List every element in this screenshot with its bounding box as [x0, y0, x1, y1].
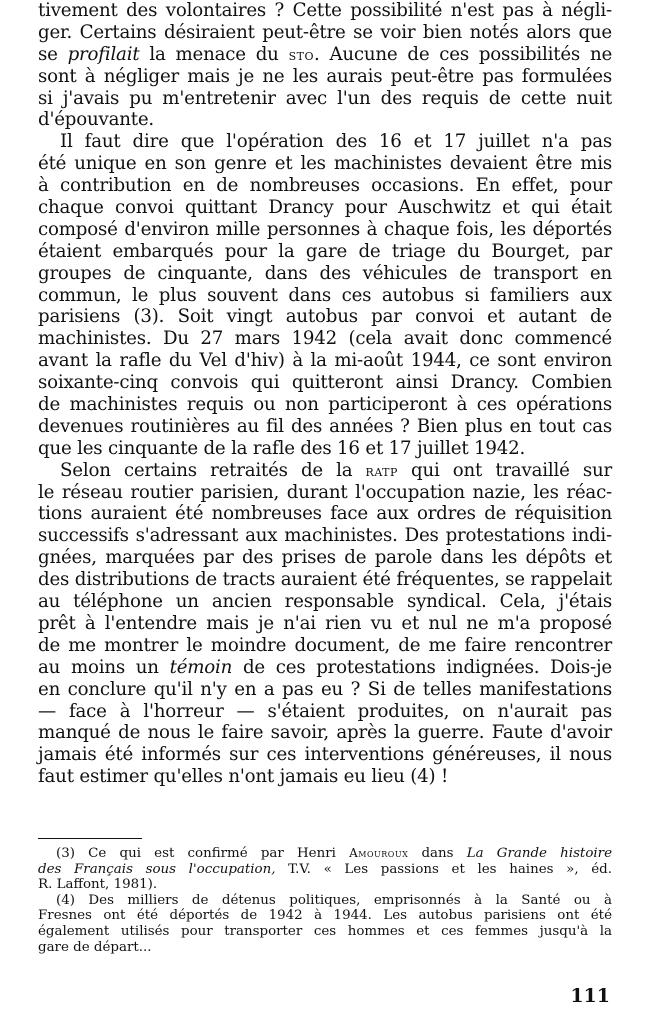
text-segment: T.V. « Les passions et les haines », éd.: [275, 861, 612, 877]
body-line: commun, le plus souvent dans ces autobus si familiers aux: [38, 284, 612, 306]
body-line: en conclure qu'il n'y en a pas eu ? Si de telles manifestations: [38, 678, 612, 700]
body-line: étaient embarqués pour la gare de triage du Bourget, par: [38, 240, 612, 262]
body-line: de me montrer le moindre document, de me faire rencontrer: [38, 634, 612, 656]
footnote-line: Fresnes ont été déportés de 1942 à 1944. Les autobus parisiens ont été: [38, 908, 612, 924]
body-line: [38, 460, 612, 482]
body-text: [38, 0, 612, 788]
body-line: [38, 44, 612, 66]
body-line: composé d'environ mille personnes à chaque fois, les déportés: [38, 218, 612, 240]
body-line: devenues routinières au fil des années ? Bien plus en tout cas: [38, 415, 612, 437]
text-segment: sto: [288, 44, 314, 64]
body-line: ger. Certains désiraient peut-être se voir bien notés alors que: [38, 21, 612, 43]
text-segment: ratp: [365, 460, 398, 480]
body-line: machinistes. Du 27 mars 1942 (cela avait donc commencé: [38, 328, 612, 350]
body-line: le réseau routier parisien, durant l'occupation nazie, les réac-: [38, 481, 612, 503]
body-line: prêt à l'entendre mais je n'ai rien vu et nul ne m'a proposé: [38, 612, 612, 634]
text-segment: de ces protestations indignées. Dois-je: [232, 656, 612, 678]
page-number: 111: [570, 985, 610, 1007]
body-line: soixante-cinq convois qui quitteront ainsi Drancy. Combien: [38, 372, 612, 394]
body-line: manqué de nous le faire savoir, après la guerre. Faute d'avoir: [38, 722, 612, 744]
body-line: tivement des volontaires ? Cette possibilité n'est pas à négli-: [38, 0, 612, 21]
footnote-line: (4) Des milliers de détenus politiques, emprisonnés à la Santé ou à: [56, 892, 612, 908]
body-line: [38, 657, 612, 679]
footnote-line: gare de départ...: [38, 939, 152, 955]
body-line: parisiens (3). Soit vingt autobus par convoi et autant de: [38, 306, 612, 328]
footnote-line: R. Laffont, 1981).: [38, 877, 158, 893]
body-line: que les cinquante de la rafle des 16 et 17 juillet 1942.: [38, 437, 526, 459]
body-line: tions auraient été nombreuses face aux ordres de réquisition: [38, 503, 612, 525]
body-line: gnées, marquées par des prises de parole dans les dépôts et: [38, 547, 612, 569]
body-line: avant la rafle du Vel d'hiv) à la mi-août 1944, ce sont environ: [38, 350, 612, 372]
body-line: à contribution en de nombreuses occasions. En effet, pour: [38, 175, 612, 197]
footnote-rule: [38, 838, 142, 839]
text-segment: (3) Ce qui est confirmé par Henri: [56, 846, 350, 861]
body-line: des distributions de tracts auraient été fréquentes, se rappelait: [38, 569, 612, 591]
body-line: été unique en son genre et les machinistes devaient être mis: [38, 153, 612, 175]
text-segment: . Aucune de ces possibilités ne: [313, 43, 613, 65]
text-segment: au moins un: [38, 656, 170, 678]
body-line: au téléphone un ancien responsable syndical. Cela, j'étais: [38, 591, 612, 613]
text-segment: profilait: [67, 43, 140, 65]
body-line: chaque convoi quittant Drancy pour Auschwitz et qui était: [38, 197, 612, 219]
body-line: si j'avais pu m'entretenir avec l'un des requis de cette nuit: [38, 87, 612, 109]
text-segment: se: [38, 43, 68, 65]
body-line: de machinistes requis ou non participeront à ces opérations: [38, 394, 612, 416]
body-line: successifs s'adressant aux machinistes. Des protestations indi-: [38, 525, 612, 547]
text-segment: des Français sous l'occupation,: [38, 861, 276, 877]
footnotes: [38, 846, 612, 955]
text-segment: La Grande histoire: [466, 846, 612, 861]
body-line: sont à négliger mais je ne les aurais peut-être pas formulées: [38, 65, 612, 87]
body-line: — face à l'horreur — s'étaient produites, on n'aurait pas: [38, 700, 612, 722]
text-segment: qui ont travaillé sur: [397, 459, 612, 481]
footnote-line: également utilisés pour transporter ces hommes et ces femmes jusqu'à la: [38, 923, 612, 939]
body-line: d'épouvante.: [38, 109, 154, 131]
text-segment: témoin: [169, 656, 233, 678]
text-segment: dans: [408, 846, 467, 861]
footnote-line: [38, 846, 612, 862]
text-segment: Selon certains retraités de la: [60, 459, 366, 481]
body-line: Il faut dire que l'opération des 16 et 17 juillet n'a pas: [60, 131, 612, 153]
body-line: faut estimer qu'elles n'ont jamais eu lieu (4) !: [38, 766, 449, 788]
text-segment: la menace du: [139, 43, 289, 65]
body-line: jamais été informés sur ces interventions généreuses, il nous: [38, 744, 612, 766]
text-segment: Amouroux: [349, 846, 409, 860]
footnote-line: [38, 862, 612, 878]
body-line: groupes de cinquante, dans des véhicules de transport en: [38, 262, 612, 284]
